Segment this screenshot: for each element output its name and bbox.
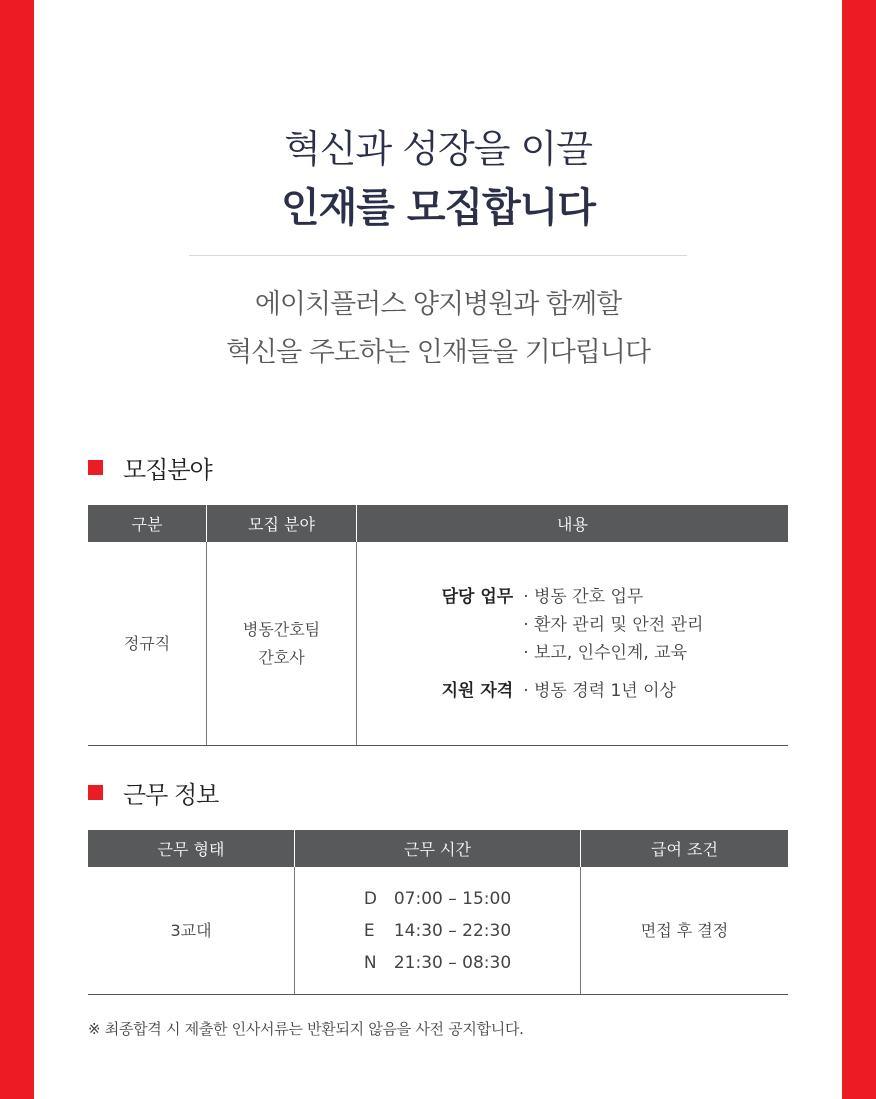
cell-content xyxy=(357,542,788,745)
red-square-bullet-icon xyxy=(88,460,103,475)
red-square-bullet-icon xyxy=(88,785,103,800)
shift-time: 21:30 – 08:30 xyxy=(393,952,512,973)
work-table-header xyxy=(88,830,788,867)
shift-time: 07:00 – 15:00 xyxy=(393,888,512,909)
header-salary: 급여 조건 xyxy=(651,840,718,859)
hero-subtitle-line1: 에이치플러스 양지병원과 함께할 xyxy=(254,289,622,320)
hero-title-line2: 인재를 모집합니다 xyxy=(280,185,596,231)
header-field: 모집 분야 xyxy=(207,505,357,542)
duty-item: · 보고, 인수인계, 교육 xyxy=(523,642,687,663)
recruit-table-row xyxy=(88,542,788,745)
cell-shift-type: 3교대 xyxy=(88,867,295,994)
header-content: 내용 xyxy=(557,515,588,534)
duty-grid xyxy=(442,583,704,705)
work-table-row xyxy=(88,867,788,994)
recruit-section-title xyxy=(88,450,212,485)
duty-label: 담당 업무 xyxy=(441,586,514,607)
work-table xyxy=(88,830,788,995)
hero-divider xyxy=(189,255,687,256)
shift-row xyxy=(364,883,511,915)
duty-item: · 환자 관리 및 안전 관리 xyxy=(523,614,704,635)
recruit-table-header xyxy=(88,505,788,542)
header-category: 구분 xyxy=(88,505,207,542)
shift-row xyxy=(364,915,511,947)
header-work-hours: 근무 시간 xyxy=(295,830,581,867)
qualification-item: · 병동 경력 1년 이상 xyxy=(523,680,676,701)
header-shift-type: 근무 형태 xyxy=(88,830,295,867)
work-section-title-text: 근무 정보 xyxy=(123,781,219,809)
field-line2: 간호사 xyxy=(258,647,305,667)
shift-code: D xyxy=(363,888,377,909)
qualification-label: 지원 자격 xyxy=(441,680,514,701)
hero-title-line1: 혁신과 성장을 이끌 xyxy=(284,127,592,171)
cell-employment-type: 정규직 xyxy=(88,542,207,745)
cell-salary: 면접 후 결정 xyxy=(640,920,729,940)
cell-field xyxy=(207,542,357,745)
notice-text: ※ 최종합격 시 제출한 인사서류는 반환되지 않음을 사전 공지합니다. xyxy=(88,1020,524,1038)
recruit-section-title-text: 모집분야 xyxy=(123,456,212,484)
work-section-title xyxy=(88,775,218,810)
field-line1: 병동간호팀 xyxy=(242,619,321,639)
hero-subtitle-line2: 혁신을 주도하는 인재들을 기다립니다 xyxy=(225,337,651,368)
cell-work-hours xyxy=(295,867,581,994)
shift-code: E xyxy=(363,920,375,941)
shift-time: 14:30 – 22:30 xyxy=(393,920,512,941)
shift-code: N xyxy=(363,952,377,973)
recruit-table xyxy=(88,505,788,746)
shift-row xyxy=(364,947,511,979)
duty-item: · 병동 간호 업무 xyxy=(523,586,644,607)
